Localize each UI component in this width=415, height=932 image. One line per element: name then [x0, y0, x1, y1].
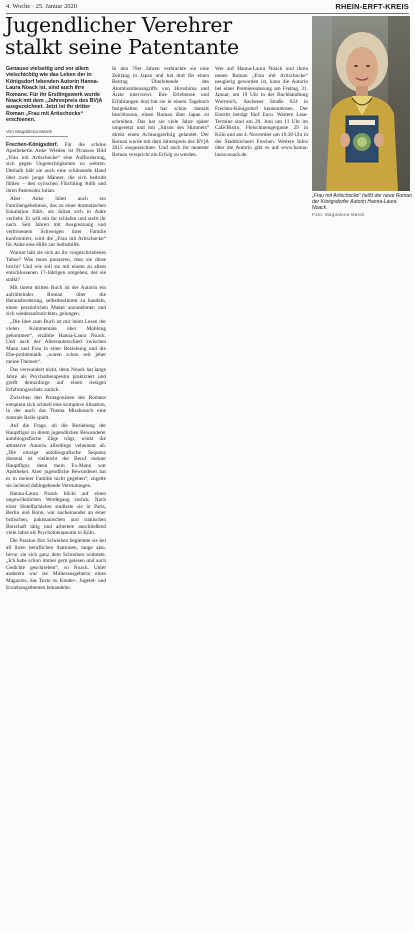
article-paragraph-9: Hanna-Laura Noack blickt auf einen ungewöhnlichen Werdegang zurück. Nach einer Hotelfachlehre studierte sie in Paris, Berlin und Bonn, war nacheinander an einer britischen, pakistanischen und iranischen Botschaft tätig und arbeitete anschließend viele Jahre als Psychotherapeutin in Köln.: [6, 490, 106, 537]
article-paragraph-2: Aber Anke hütet auch ein Familiengeheimnis, das zu einer dramatischen Eskalation führt, als Julian sich in Anke verliebt. Er will mit ihr schlafen und stellt ihr nach. Seit Jahren mit Ausgrenzung und verbissenem Schweigen ihrer Familie konfrontiert, wird die „Frau mit Artischocke“ für Anke eine Hilfe zur Selbsthilfe.: [6, 196, 106, 249]
article-body-right: [215, 66, 308, 158]
column-right: [215, 66, 308, 206]
section-title: RHEIN-ERFT-KREIS: [335, 2, 409, 11]
article-paragraph-japan: In den 70er Jahren verbrachte sie eine Zeitlang in Japan und hat dort für einen Beitrag Überlebende des Atombombenangriffs von Hiroshima und Ärzte interviewt. Ihre Erlebnisse und Erfahrungen dort hat sie in einem Tagebuch festgehalten und hat schon damals beschlossen, einen Roman über Japan zu schreiben. Das hat sie viele Jahre später umgesetzt und mit „Strom des Himmels“ direkt einen Achtungserfolg gelandet. Der Roman wurde mit dem Jahrespreis des BVjA 2015 ausgezeichnet. Und auch ihr neuester Roman verspricht ein Erfolg zu werden.: [112, 66, 209, 158]
article-paragraph-10: Die Passion fürs Schreiben begleitete sie bei all ihren beruflichen Stationen, lange also, bevor sie sich ganz dem Schreiben widmete. „Ich habe schon immer gern gelesen und auch Gedichte geschrieben“, so Noack. Unter anderem war sie Mitherausgeberin eines Magazins, das Texte zu Kinder-, Jugend- und Erziehungsthemen behandelte.: [6, 538, 106, 591]
article-paragraph-7: Zwischen den Protagonisten des Romans entspinnt sich schnell eine komplexe Situation, in der auch das Thema Missbrauch eine zentrale Rolle spielt.: [6, 395, 106, 421]
issue-date: 4. Woche · 25. Januar 2020: [6, 3, 78, 10]
article-paragraph-1: [6, 142, 106, 195]
article-paragraph-1-text: Für die schöne Apothekerin Anke Wieden ist Picassos Bild „Frau mit Artischocke“ eine Aufforderung, sich gegen Ungerechtigkeiten zu wehren. Deshalb hält sie auch eine schützende Hand über zwei junge Männer, die sich bedroht fühlen – den syrischen Flüchtling Adib und ihren Patensohn Julian.: [6, 141, 106, 194]
article-paragraph-3: Warum hält sie sich an ihr vorgeschriebenes Tabus? Was muss passieren, dass sie diese bricht? Und wie soll sie mit einem zu allem entschlossenen 17-Jährigen umgehen, der sie stalkt?: [6, 250, 106, 283]
byline: Von Magdalena Marek: [6, 129, 68, 137]
article-paragraph-4: Mit ihrem dritten Buch ist der Autorin ein aufrüttelnder Roman über die Herausforderung, selbstbestimmt zu handeln, einen persönlichen Makel anzunehmen und sich wiederaufzurichten, gelungen.: [6, 284, 106, 318]
lead-paragraph: Genauso vielseitig und vor allem vielschichtig wie das Leben der in Königsdorf lebenden Autorin Hanna-Laura Noack ist, sind auch ihre Romane. Für ihr Erstlingswerk wurde Noack mit dem „Jahrespreis des BVjA ausgezeichnet. Jetzt ist ihr dritter Roman „Frau mit Artischocke“ erschienen.: [6, 66, 103, 124]
author-photo-illustration: [312, 16, 410, 191]
headline-line-2: stalkt seine Patentante: [5, 35, 239, 59]
author-photo: [312, 16, 410, 191]
headline-line-1: Jugendlicher Verehrer: [5, 13, 232, 37]
caption-text: „Frau mit Artischocke“ heißt der neue Roman der Königsdorfer Autorin Hanna-Laura Noack.: [312, 193, 412, 211]
photo-credit: Foto: Magdalena Marek: [312, 211, 365, 217]
dateline: Frechen-Königsdorf.: [6, 141, 59, 148]
article-paragraph-events: Wer auf Hanna-Laura Noack und ihren neuen Roman „Frau mit Artischocke“ neugierig geworden ist, kann die Autorin bei einer Premierenlesung am Freitag, 31. Januar, um 19 Uhr in der Buchhandlung Wortreich, Aachener Straße 624 in Frechen-Königsdorf kennenlernen. Der Eintritt beträgt fünf Euro. Weitere Lese-Termine sind am 20. Juni um 11 Uhr im Café/Bistro, Fleischmengergasse 29 in Köln und am 4. November um 19.30 Uhr in der Stadtbücherei Frechen. Weitere Infos über die Autorin gibt es auf www.hanna-laura-noack.de: [215, 66, 308, 158]
photo-caption: [312, 193, 412, 218]
article-body-middle: [112, 66, 209, 158]
article-paragraph-5: „Die Idee zum Buch ist mir beim Lesen der vielen Kommentare über Mobbing gekommen“, erzählte Hanna-Laura Noack. Und auch der Altersunterschied zwischen Mann und Frau in einer Beziehung und die Ehe-problematik „waren schon seit jeher meine Themen“.: [6, 319, 106, 366]
article-paragraph-6: Das verwundert nicht, denn Noack hat lange Jahre als Psychotherapeutin praktiziert und greift demzufolge auf einen riesigen Erfahrungsschatz zurück.: [6, 367, 106, 393]
column-middle: [112, 66, 209, 206]
column-left: [6, 66, 106, 926]
article-paragraph-8: Auf die Frage, ob die Beziehung der Hauptfigur zu ihrem jugendlichen Bewunderer autobiografische Züge trägt, winkt die attraktive Autorin allerdings vehement ab. „Die einzige autobiografische Sequenz diesmal ist vielleicht der Beruf meiner Hauptfigur, denn mein Ex-Mann war Apotheker. Aber jugendliche Bewunderer hat es in meiner Familie nicht gegeben“, zügelte sie lachend dahingehende Vermutungen.: [6, 423, 106, 489]
article-body-left: [6, 142, 106, 592]
headline: [5, 14, 305, 58]
